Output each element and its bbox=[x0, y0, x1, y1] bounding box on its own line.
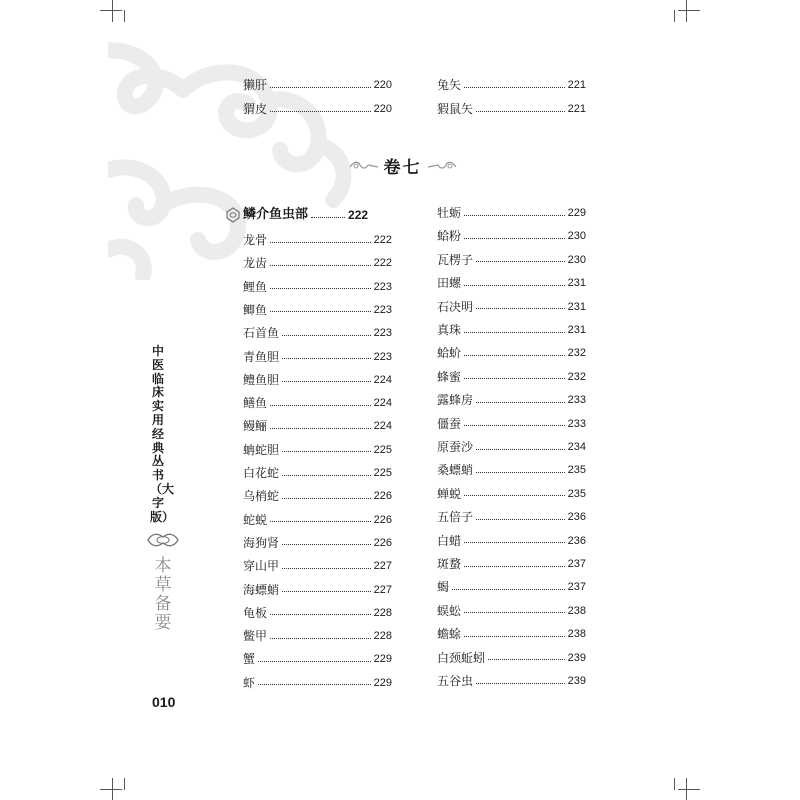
entry-name: 龟板 bbox=[243, 605, 268, 620]
entry-name: 鳗鲡 bbox=[243, 419, 268, 434]
entry-page: 229 bbox=[373, 676, 392, 689]
dot-leader bbox=[282, 335, 371, 336]
dot-leader bbox=[282, 475, 371, 476]
entry-name: 真珠 bbox=[437, 323, 462, 337]
entry-name: 蚺蛇胆 bbox=[243, 442, 280, 457]
entry-page: 230 bbox=[567, 230, 586, 243]
dot-leader bbox=[464, 238, 565, 239]
entry-page: 238 bbox=[567, 604, 586, 617]
toc-entry[interactable] bbox=[437, 462, 586, 478]
dot-leader bbox=[282, 381, 371, 382]
entry-page: 220 bbox=[373, 103, 392, 115]
dot-leader bbox=[270, 111, 371, 112]
entry-name: 獭肝 bbox=[243, 78, 268, 92]
toc-entry[interactable] bbox=[243, 395, 392, 411]
toc-entry[interactable] bbox=[243, 605, 392, 621]
entry-page: 231 bbox=[567, 300, 586, 313]
dot-leader bbox=[464, 425, 565, 426]
entry-name: 蝉蜕 bbox=[437, 486, 462, 501]
toc-entry[interactable] bbox=[437, 650, 586, 666]
toc-entry[interactable] bbox=[437, 392, 586, 408]
series-title: 中医临床实用经典丛书（大字版） bbox=[150, 344, 175, 524]
entry-page: 238 bbox=[567, 628, 586, 641]
dot-leader bbox=[270, 428, 371, 429]
toc-entry[interactable] bbox=[243, 628, 392, 644]
toc-entry[interactable] bbox=[437, 416, 586, 432]
section-page: 222 bbox=[348, 208, 369, 222]
entry-name: 鳝鱼 bbox=[243, 396, 268, 411]
toc-entry[interactable] bbox=[437, 369, 586, 385]
dot-leader bbox=[270, 87, 371, 88]
entry-name: 鲤鱼 bbox=[243, 279, 268, 294]
entry-page: 236 bbox=[567, 534, 586, 547]
entry-name: 瓦楞子 bbox=[437, 252, 474, 267]
dot-leader bbox=[464, 355, 565, 356]
chapter-heading bbox=[340, 150, 465, 180]
entry-page: 225 bbox=[373, 467, 392, 479]
toc-entry[interactable] bbox=[437, 509, 586, 525]
dot-leader bbox=[270, 265, 371, 266]
entry-page: 220 bbox=[373, 79, 392, 91]
toc-entry[interactable] bbox=[437, 101, 586, 117]
entry-name: 鳖甲 bbox=[243, 629, 268, 644]
dot-leader bbox=[476, 308, 565, 309]
toc-entry[interactable] bbox=[437, 205, 586, 221]
dot-leader bbox=[270, 638, 371, 639]
entry-page: 223 bbox=[373, 327, 392, 340]
entry-name: 蜂蜜 bbox=[437, 369, 462, 384]
toc-entry[interactable] bbox=[243, 465, 392, 481]
entry-page: 239 bbox=[567, 675, 586, 687]
dot-leader bbox=[476, 519, 565, 520]
entry-page: 223 bbox=[373, 350, 392, 363]
dot-leader bbox=[311, 217, 345, 218]
toc-entry[interactable] bbox=[437, 603, 586, 619]
dot-leader bbox=[270, 614, 371, 615]
dot-leader bbox=[464, 215, 565, 216]
toc-entry[interactable] bbox=[437, 322, 586, 338]
entry-page: 224 bbox=[373, 397, 392, 410]
entry-name: 蝎 bbox=[437, 580, 450, 595]
entry-page: 236 bbox=[567, 511, 586, 524]
entry-name: 露蜂房 bbox=[437, 393, 474, 408]
toc-entry[interactable] bbox=[243, 488, 392, 504]
entry-name: 猳鼠矢 bbox=[437, 102, 474, 116]
entry-name: 石首鱼 bbox=[243, 326, 280, 341]
entry-page: 221 bbox=[567, 79, 586, 91]
entry-name: 蜈蚣 bbox=[437, 603, 462, 618]
left-flourish-icon bbox=[348, 158, 380, 172]
dot-leader bbox=[464, 495, 565, 496]
toc-entry[interactable] bbox=[437, 579, 586, 595]
entry-name: 鳢鱼胆 bbox=[243, 372, 280, 387]
entry-page: 235 bbox=[567, 464, 586, 477]
dot-leader bbox=[464, 332, 565, 333]
entry-name: 海狗肾 bbox=[243, 535, 280, 550]
dot-leader bbox=[476, 683, 565, 684]
entry-name: 桑螵蛸 bbox=[437, 463, 474, 478]
entry-page: 234 bbox=[567, 441, 586, 453]
dot-leader bbox=[258, 661, 371, 662]
entry-page: 226 bbox=[373, 536, 392, 549]
toc-entry[interactable] bbox=[437, 556, 586, 572]
dot-leader bbox=[464, 87, 565, 88]
dot-leader bbox=[282, 591, 371, 592]
entry-page: 224 bbox=[373, 420, 392, 433]
toc-entry[interactable] bbox=[243, 512, 392, 528]
entry-name: 白颈蚯蚓 bbox=[437, 650, 486, 665]
entry-name: 僵蚕 bbox=[437, 416, 462, 431]
entry-name: 原蚕沙 bbox=[437, 440, 474, 454]
toc-entry[interactable] bbox=[243, 535, 392, 551]
entry-page: 232 bbox=[567, 347, 586, 360]
entry-page: 222 bbox=[373, 234, 392, 246]
entry-name: 白花蛇 bbox=[243, 466, 280, 480]
emblem-icon bbox=[146, 531, 180, 549]
dot-leader bbox=[464, 542, 565, 543]
entry-page: 239 bbox=[567, 651, 586, 664]
entry-name: 斑蝥 bbox=[437, 557, 462, 571]
toc-entry[interactable] bbox=[437, 533, 586, 549]
book-title: 本草备要 bbox=[154, 556, 172, 633]
dot-leader bbox=[464, 378, 565, 379]
entry-page: 225 bbox=[373, 443, 392, 456]
entry-page: 228 bbox=[373, 606, 392, 619]
entry-name: 蛇蜕 bbox=[243, 512, 268, 527]
entry-page: 229 bbox=[373, 653, 392, 666]
toc-entry[interactable] bbox=[243, 442, 392, 458]
toc-entry[interactable] bbox=[437, 673, 586, 689]
toc-entry[interactable] bbox=[437, 626, 586, 642]
toc-entry[interactable] bbox=[437, 77, 586, 93]
entry-page: 224 bbox=[373, 373, 392, 386]
section-marker-icon bbox=[225, 207, 241, 223]
toc-entry[interactable] bbox=[437, 439, 586, 455]
entry-name: 石决明 bbox=[437, 299, 474, 314]
entry-name: 蟹 bbox=[243, 652, 256, 667]
dot-leader bbox=[464, 566, 565, 567]
entry-page: 231 bbox=[567, 277, 586, 290]
toc-entry[interactable] bbox=[243, 101, 392, 117]
entry-name: 海螵蛸 bbox=[243, 582, 280, 597]
toc-entry[interactable] bbox=[437, 486, 586, 502]
entry-page: 226 bbox=[373, 513, 392, 526]
entry-name: 青鱼胆 bbox=[243, 349, 280, 364]
entry-name: 乌梢蛇 bbox=[243, 489, 280, 504]
toc-entry[interactable] bbox=[243, 279, 392, 295]
dot-leader bbox=[270, 405, 371, 406]
entry-page: 233 bbox=[567, 417, 586, 430]
entry-name: 虾 bbox=[243, 675, 256, 690]
entry-page: 221 bbox=[567, 103, 586, 115]
entry-page: 226 bbox=[373, 490, 392, 503]
entry-page: 233 bbox=[567, 394, 586, 407]
section-entry[interactable] bbox=[243, 207, 392, 223]
entry-name: 龙骨 bbox=[243, 233, 268, 247]
entry-page: 229 bbox=[567, 207, 586, 219]
dot-leader bbox=[476, 111, 565, 112]
entry-page: 227 bbox=[373, 560, 392, 573]
dot-leader bbox=[270, 311, 371, 312]
entry-name: 白蜡 bbox=[437, 533, 462, 548]
dot-leader bbox=[270, 242, 371, 243]
section-name: 鳞介鱼虫部 bbox=[243, 207, 309, 222]
entry-page: 228 bbox=[373, 630, 392, 643]
dot-leader bbox=[476, 472, 565, 473]
entry-name: 牡蛎 bbox=[437, 206, 462, 220]
toc-entry[interactable] bbox=[243, 558, 392, 574]
toc-entry[interactable] bbox=[437, 299, 586, 315]
toc-entry[interactable] bbox=[243, 232, 392, 248]
entry-page: 235 bbox=[567, 487, 586, 500]
toc-entry[interactable] bbox=[243, 349, 392, 365]
entry-name: 田螺 bbox=[437, 276, 462, 291]
dot-leader bbox=[282, 568, 371, 569]
dot-leader bbox=[282, 544, 371, 545]
entry-page: 223 bbox=[373, 280, 392, 293]
dot-leader bbox=[258, 684, 371, 685]
entry-page: 237 bbox=[567, 558, 586, 570]
entry-page: 227 bbox=[373, 583, 392, 596]
entry-name: 蟾蜍 bbox=[437, 627, 462, 642]
entry-name: 猬皮 bbox=[243, 102, 268, 116]
entry-page: 223 bbox=[373, 303, 392, 316]
entry-page: 232 bbox=[567, 370, 586, 383]
dot-leader bbox=[282, 358, 371, 359]
dot-leader bbox=[282, 451, 371, 452]
toc-entry[interactable] bbox=[243, 77, 392, 93]
dot-leader bbox=[270, 521, 371, 522]
dot-leader bbox=[464, 636, 565, 637]
dot-leader bbox=[476, 402, 565, 403]
toc-entry[interactable] bbox=[243, 255, 392, 271]
dot-leader bbox=[282, 498, 371, 499]
toc-entry[interactable] bbox=[243, 582, 392, 598]
entry-page: 231 bbox=[567, 324, 586, 336]
entry-name: 蛤蚧 bbox=[437, 346, 462, 361]
toc-entry[interactable] bbox=[243, 418, 392, 434]
entry-name: 穿山甲 bbox=[243, 559, 280, 574]
entry-name: 五倍子 bbox=[437, 510, 474, 525]
toc-entry[interactable] bbox=[243, 651, 392, 667]
dot-leader bbox=[464, 285, 565, 286]
entry-name: 蛤粉 bbox=[437, 229, 462, 244]
toc-entry[interactable] bbox=[437, 228, 586, 244]
dot-leader bbox=[476, 449, 565, 450]
right-flourish-icon bbox=[426, 158, 458, 172]
toc-entry[interactable] bbox=[437, 345, 586, 361]
entry-page: 222 bbox=[373, 257, 392, 270]
entry-name: 五谷虫 bbox=[437, 674, 474, 688]
toc-entry[interactable] bbox=[243, 325, 392, 341]
chapter-title: 卷七 bbox=[383, 157, 422, 178]
page-number: 010 bbox=[152, 694, 176, 710]
toc-entry[interactable] bbox=[243, 302, 392, 318]
toc-entry[interactable] bbox=[243, 372, 392, 388]
dot-leader bbox=[476, 261, 565, 262]
toc-entry[interactable] bbox=[437, 275, 586, 291]
dot-leader bbox=[270, 288, 371, 289]
entry-page: 237 bbox=[567, 581, 586, 594]
dot-leader bbox=[488, 659, 565, 660]
entry-page: 230 bbox=[567, 253, 586, 266]
dot-leader bbox=[452, 589, 565, 590]
entry-name: 鲫鱼 bbox=[243, 302, 268, 317]
entry-name: 龙齿 bbox=[243, 256, 268, 271]
dot-leader bbox=[464, 612, 565, 613]
entry-name: 兔矢 bbox=[437, 78, 462, 92]
toc-entry[interactable] bbox=[437, 252, 586, 268]
toc-entry[interactable] bbox=[243, 675, 392, 691]
